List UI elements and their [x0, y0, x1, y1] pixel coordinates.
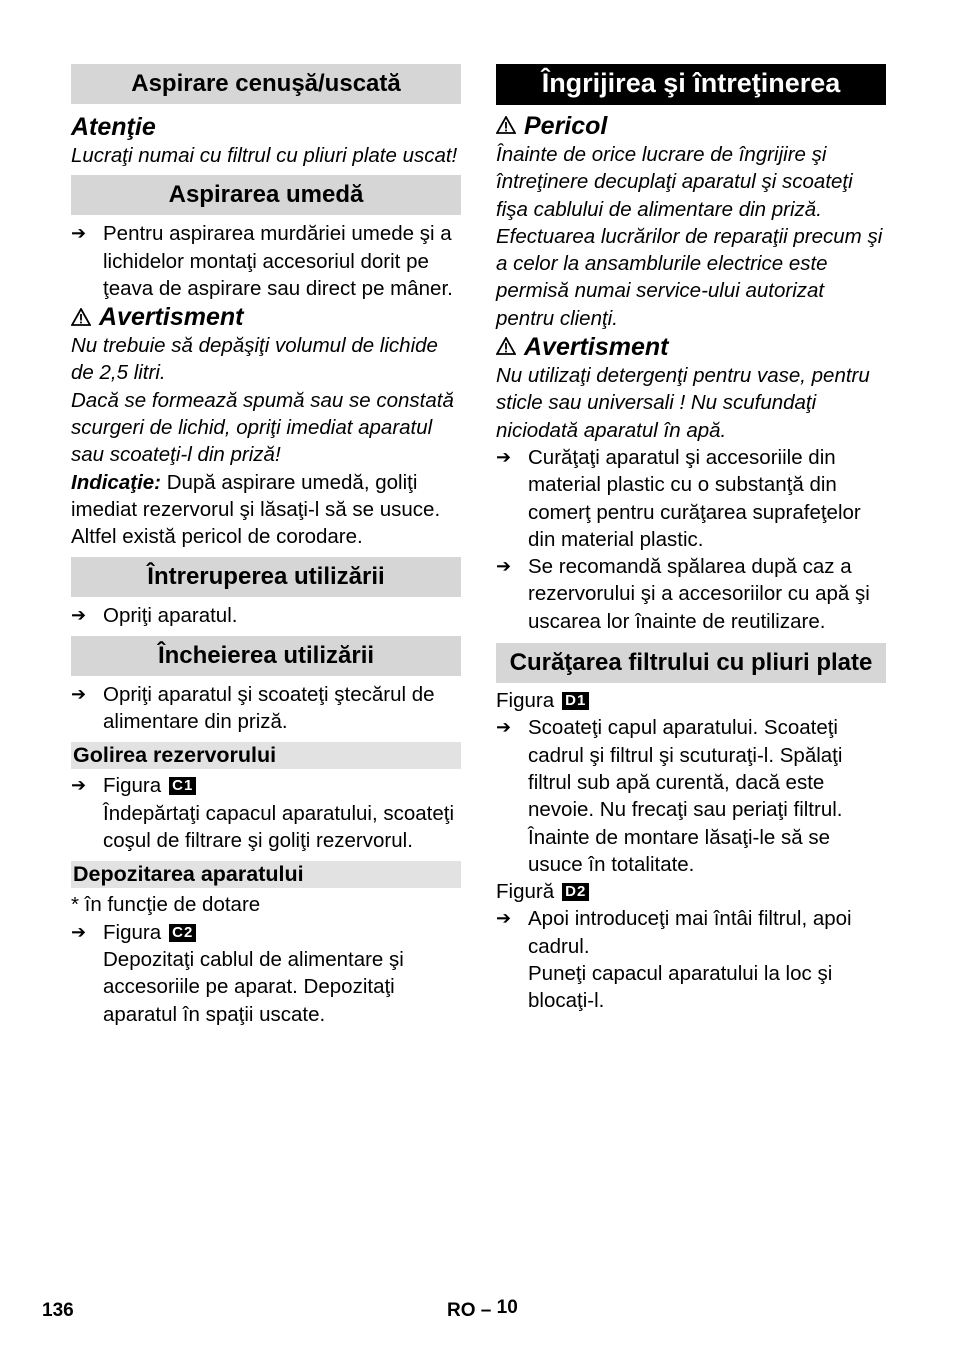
list-item [71, 772, 461, 854]
figure-badge-d1: D1 [562, 692, 589, 710]
list-item [496, 905, 886, 1014]
footer-dash: – [480, 1300, 492, 1321]
avertisment-text: Nu utilizaţi detergenţi pentru vase, pentru sticle sau universali ! Nu scufundaţi niciodată aparatul în apă. [496, 364, 870, 442]
heading-depozitarea: Depozitarea aparatului [71, 861, 461, 888]
warning-triangle-icon [496, 337, 516, 355]
list-item [71, 220, 461, 302]
step-curatati: Curăţaţi aparatul şi accesoriile din material plastic cu o substanţă din comerţ pentru curăţarea suprafeţelor din material plastic. [528, 445, 861, 551]
heading-intreruperea: Întreruperea utilizării [71, 557, 461, 597]
golirea-text: Îndepărtaţi capacul aparatului, scoateţi coşul de filtrare şi goliţi rezervorul. [103, 801, 455, 853]
incheierea-step: Opriţi aparatul şi scoateţi ştecărul de alimentare din priză. [103, 682, 435, 734]
list-item [496, 553, 886, 635]
page-number: 136 [42, 1300, 74, 1321]
pericol-text-1: Înainte de orice lucrare de îngrijire şi întreţinere decuplaţi aparatul şi scoateţi fişa cablului de alimentare din priză. [496, 143, 853, 221]
golirea-figure-ref [103, 772, 461, 799]
atentie-text: Lucraţi numai cu filtrul cu pliuri plate uscat! [71, 144, 458, 167]
indicatie-paragraph [71, 469, 461, 551]
heading-ingrijirea: Îngrijirea şi întreţinerea [496, 64, 886, 105]
figure-label: Figura [103, 920, 162, 944]
figure-badge-d2: D2 [562, 883, 589, 901]
arrow-right-icon: ➔ [71, 223, 87, 244]
arrow-right-icon: ➔ [71, 604, 87, 625]
heading-aspirare-cenusa: Aspirare cenuşă/uscată [71, 64, 461, 104]
list-item [71, 602, 461, 629]
heading-golirea: Golirea rezervorului [71, 742, 461, 769]
figure-ref-d2 [496, 878, 886, 905]
umeda-step: Pentru aspirarea murdăriei umede şi a lichidelor montaţi accesoriul dorit pe ţeava de aspirare sau direct pe mâner. [103, 222, 453, 300]
heading-aspirarea-umeda: Aspirarea umedă [71, 175, 461, 215]
intreruperea-step: Opriţi aparatul. [103, 603, 238, 627]
avertisment-title: Avertisment [99, 303, 244, 332]
list-item [496, 444, 886, 553]
list-item [71, 919, 461, 1028]
pericol-heading [496, 111, 886, 141]
figure-ref-d1 [496, 687, 886, 714]
step-puneti: Puneţi capacul aparatului la loc şi blocaţi-l. [528, 962, 833, 1013]
figure-label: Figura [496, 689, 555, 713]
depozitarea-note: * în funcţie de dotare [71, 893, 261, 917]
right-column [496, 64, 886, 1015]
arrow-right-icon: ➔ [71, 775, 87, 796]
avertisment-text-1: Nu trebuie să depăşiţi volumul de lichide de 2,5 litri. [71, 334, 438, 385]
indicatie-label: Indicaţie: [71, 470, 161, 494]
figure-label: Figura [103, 774, 162, 798]
arrow-right-icon: ➔ [71, 683, 87, 704]
step-spalare: Se recomandă spălarea după caz a rezervorului şi a accesoriilor cu apă şi uscarea lor înainte de reutilizare. [528, 555, 870, 633]
pericol-title: Pericol [524, 112, 608, 140]
list-item [71, 681, 461, 736]
left-column [71, 64, 461, 1028]
arrow-right-icon: ➔ [71, 921, 87, 942]
arrow-right-icon: ➔ [496, 908, 512, 929]
avertisment-heading [496, 332, 886, 362]
step-introduceti: Apoi introduceţi mai întâi filtrul, apoi cadrul. [528, 907, 852, 958]
step-scoateti: Scoateţi capul aparatului. Scoateţi cadrul şi filtrul şi scuturaţi-l. Spălaţi filtrul sub apă curentă, dacă este nevoie. Nu frecaţi sau periaţi filtrul. Înainte de montare lăsaţi-le să se usuce în totalitate. [528, 716, 843, 876]
depozitarea-figure-ref [103, 919, 461, 946]
warning-triangle-icon [71, 308, 91, 326]
avertisment-title: Avertisment [524, 333, 669, 362]
footer-section-ref [447, 1297, 518, 1324]
atentie-title: Atenţie [71, 113, 156, 141]
arrow-right-icon: ➔ [496, 717, 512, 738]
footer-section-page: 10 [496, 1297, 518, 1318]
arrow-right-icon: ➔ [496, 446, 512, 467]
list-item [496, 714, 886, 878]
avertisment-text-2: Dacă se formează spumă sau se constată scurgeri de lichid, opriţi imediat aparatul sau scoateţi-l din priză! [71, 388, 454, 467]
footer-lang: RO [447, 1300, 476, 1321]
indicatie-text: După aspirare umedă, goliţi imediat rezervorul şi lăsaţi-l să se usuce. Altfel există pericol de corodare. [71, 470, 441, 549]
depozitarea-text: Depozitaţi cablul de alimentare şi accesoriile pe aparat. Depozitaţi aparatul în spaţii uscate. [103, 947, 404, 1026]
figure-badge-c1: C1 [169, 777, 196, 795]
warning-triangle-icon [496, 116, 516, 134]
heading-curatarea-filtrului: Curăţarea filtrului cu pliuri plate [496, 643, 886, 683]
atentie-heading [71, 112, 461, 142]
figure-label: Figură [496, 880, 555, 904]
pericol-text-2: Efectuarea lucrărilor de reparaţii precum şi a celor la ansamblurile electrice este permisă numai service-ului autorizat pentru clienţi. [496, 224, 883, 330]
figure-badge-c2: C2 [169, 924, 196, 942]
arrow-right-icon: ➔ [496, 556, 512, 577]
heading-incheierea: Încheierea utilizării [71, 636, 461, 676]
avertisment-heading [71, 302, 461, 332]
